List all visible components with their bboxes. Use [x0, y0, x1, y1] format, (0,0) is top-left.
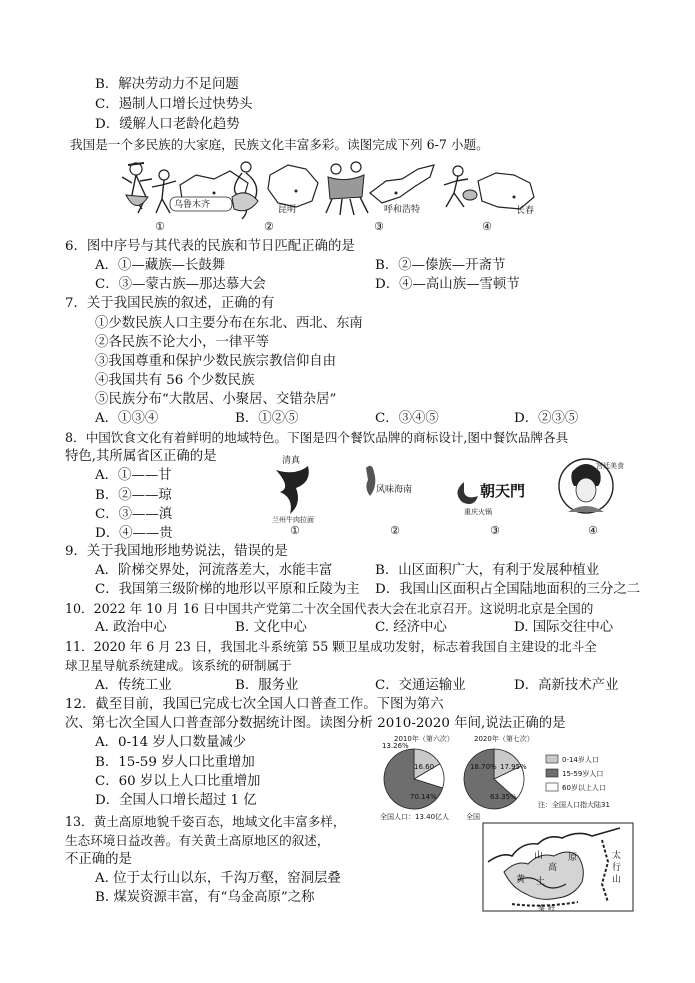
- ethnic-label-3: ③: [374, 220, 384, 233]
- q7-stem: 7．关于我国民族的叙述，正确的有: [65, 296, 275, 311]
- q12-stem: 12．截至目前，我国已完成七次全国人口普查工作。下图为第六: [65, 697, 444, 712]
- intro-6-7: 我国是一个多民族的大家庭，民族文化丰富多彩。读图完成下列 6-7 小题。: [70, 137, 489, 152]
- census-total-left: 全国人口：13.40亿人: [380, 813, 450, 821]
- ethnic-groups-figure: [118, 157, 548, 233]
- logo3-sub: 重庆火锅: [464, 508, 492, 516]
- logo1-name: 清真: [282, 456, 301, 466]
- q8-stem-cont: 特色,其所属省区正确的是: [65, 449, 217, 464]
- q7-option-a: A．①③④: [95, 411, 159, 426]
- q6-option-b: B．②—傣族—开斋节: [375, 258, 506, 273]
- q12-option-d: D．全国人口增长超过 1 亿: [95, 793, 257, 808]
- pie-2020: [464, 749, 527, 809]
- map-char-tai: 太: [612, 851, 622, 861]
- q5-option-c: C．遏制人口增长过快势头: [95, 97, 253, 112]
- q13-option-b: B. 煤炭资源丰富，有“乌金高原”之称: [95, 890, 315, 905]
- q7-item-1: ①少数民族人口主要分布在东北、西北、东南: [95, 316, 363, 331]
- q13-stem: 13．黄土高原地貌千姿百态，地域文化丰富多样，: [65, 814, 346, 829]
- q12-option-a: A．0-14 岁人口数量减少: [95, 735, 247, 750]
- census-note: 注：全国人口指大陆31: [538, 801, 610, 809]
- legend-60: 60岁以上人口: [562, 784, 606, 792]
- q6-stem: 6．图中序号与其代表的民族和节日匹配正确的是: [65, 239, 355, 254]
- q9-option-d: D．我国山区面积占全国陆地面积的三分之二: [375, 582, 641, 597]
- q5-option-b: B．解决劳动力不足问题: [95, 77, 239, 92]
- map-char-qin: 秦: [538, 904, 545, 912]
- logo2-text: 风味海南: [376, 485, 413, 495]
- pie-value-label-15-59: 70.14%: [410, 793, 437, 801]
- q9-option-b: B．山区面积广大，有利于发展种植业: [375, 563, 600, 578]
- loess-plateau-map: [482, 822, 634, 912]
- ethnic-label-1: ①: [155, 220, 165, 233]
- city-hohhot: 呼和浩特: [384, 205, 421, 215]
- ethnic-label-2: ②: [264, 220, 274, 233]
- logo-label-3: ③: [490, 524, 500, 537]
- map-char-ling: 岭: [548, 904, 555, 912]
- q12-option-c: C．60 岁以上人口比重增加: [95, 774, 261, 789]
- logo3-name: 朝天門: [480, 482, 526, 500]
- map-char-gao: 高: [548, 863, 558, 873]
- q8-option-d: D．④——贵: [95, 526, 173, 541]
- legend-swatch-0-14: [546, 755, 558, 763]
- q13-stem-cont: 生态环境日益改善。有关黄土高原地区的叙述，: [65, 833, 330, 848]
- q13-option-a: A. 位于太行山以东，千沟万壑，窑洞层叠: [95, 871, 341, 886]
- legend-0-14: 0-14岁人口: [562, 756, 599, 764]
- city-urumqi: 乌鲁木齐: [174, 200, 211, 210]
- q7-option-b: B．①②⑤: [235, 411, 299, 426]
- map-title-label: 全国: [466, 813, 480, 821]
- q7-item-4: ④我国共有 56 个少数民族: [95, 373, 255, 388]
- ethnic-panel-1: [122, 163, 248, 213]
- pie-value-label-60-plus: 13.26%: [382, 742, 409, 750]
- q9-option-a: A．阶梯交界处，河流落差大，水能丰富: [95, 563, 333, 578]
- q10-option-a: A. 政治中心: [95, 620, 167, 635]
- q10-option-b: B. 文化中心: [235, 620, 307, 635]
- logo-label-1: ①: [290, 524, 300, 537]
- q7-option-c: C．③④⑤: [375, 411, 439, 426]
- q11-option-c: C．交通运输业: [375, 678, 466, 693]
- q11-option-d: D．高新技术产业: [514, 678, 619, 693]
- q12-option-b: B．15-59 岁人口比重增加: [95, 755, 255, 770]
- q7-item-3: ③我国尊重和保护少数民族宗教信仰自由: [95, 354, 337, 369]
- legend-15-59: 15-59岁人口: [562, 770, 604, 778]
- q11-option-a: A．传统工业: [95, 678, 172, 693]
- q6-option-a: A．①—藏族—长鼓舞: [95, 258, 226, 273]
- restaurant-logos-figure: [268, 452, 624, 538]
- q9-option-c: C．我国第三级阶梯的地形以平原和丘陵为主: [95, 582, 360, 597]
- logo-hainan: [366, 466, 412, 496]
- q9-stem: 9．关于我国地形地势说法，错误的是: [65, 544, 288, 559]
- legend-swatch-15-59: [546, 769, 558, 777]
- pie-value-label-0-14: 16.60: [414, 763, 435, 771]
- logo-label-2: ②: [390, 524, 400, 537]
- q11-option-b: B．服务业: [235, 678, 299, 693]
- q10-option-c: C. 经济中心: [375, 620, 447, 635]
- pie-left-title: 2010年（第六次）: [394, 735, 454, 743]
- pie-value-label-60-plus: 18.70%: [470, 763, 497, 771]
- city-changchun: 长春: [516, 206, 535, 216]
- legend-swatch-60: [546, 783, 558, 791]
- ethnic-label-4: ④: [482, 220, 492, 233]
- q8-option-b: B．②——琼: [95, 488, 172, 503]
- ethnic-panel-3: [326, 162, 434, 215]
- logo-chaotianmen: [457, 482, 525, 516]
- map-char-huang: 黄: [516, 875, 526, 885]
- q12-stem-cont: 次、第七次全国人口普查部分数据统计图。读图分析 2010-2020 年间,说法正确的是: [65, 716, 566, 731]
- q5-option-d: D．缓解人口老龄化趋势: [95, 117, 240, 132]
- q10-option-d: D. 国际交往中心: [514, 620, 614, 635]
- q8-option-c: C．③——滇: [95, 507, 173, 522]
- q8-option-a: A．①——甘: [95, 468, 172, 483]
- q6-option-c: C．③—蒙古族—那达慕大会: [95, 277, 266, 292]
- q13-stem-cont2: 不正确的是: [65, 852, 132, 867]
- q8-stem: 8．中国饮食文化有着鲜明的地域特色。下图是四个餐饮品牌的商标设计,图中餐饮品牌各具: [65, 430, 569, 445]
- logo-label-4: ④: [588, 524, 598, 537]
- q7-item-5: ⑤民族分布“大散居、小聚居、交错杂居”: [95, 392, 337, 407]
- map-char-yuan: 原: [568, 853, 578, 863]
- pie-legend: [546, 755, 606, 792]
- q7-item-2: ②各民族不论大小，一律平等: [95, 335, 270, 350]
- map-char-hang: 行: [612, 863, 622, 873]
- pie-2010: [382, 742, 444, 809]
- city-kunming: 昆明: [278, 205, 297, 215]
- map-char-tu: 土: [536, 877, 546, 887]
- q10-stem: 10．2022 年 10 月 16 日中国共产党第二十次全国代表大会在北京召开。这说明北京是全国的: [65, 601, 594, 616]
- q7-option-d: D．②③⑤: [514, 411, 579, 426]
- q11-stem-cont: 球卫星导航系统建成。该系统的研制属于: [65, 658, 292, 673]
- pie-value-label-0-14: 17.95%: [500, 763, 527, 771]
- logo-portrait: [559, 459, 624, 513]
- map-char-shan2: 山: [612, 875, 622, 885]
- q6-option-d: D．④—高山族—雪顿节: [375, 277, 520, 292]
- pie-right-title: 2020年（第七次）: [474, 735, 534, 743]
- logo1-sub: 兰州牛肉拉面: [272, 516, 314, 524]
- pie-value-label-15-59: 63.35%: [490, 793, 517, 801]
- ethnic-panel-4: [444, 166, 534, 216]
- logo4-text: 宫廷美食: [596, 462, 624, 470]
- q11-stem: 11．2020 年 6 月 23 日，我国北斗系统第 55 颗卫星成功发射，标志着我国自主建设的北斗全: [65, 639, 597, 654]
- map-char-shan: 山: [534, 851, 544, 861]
- census-pie-charts: [374, 733, 650, 821]
- logo-lanzhou-noodles: [272, 454, 314, 524]
